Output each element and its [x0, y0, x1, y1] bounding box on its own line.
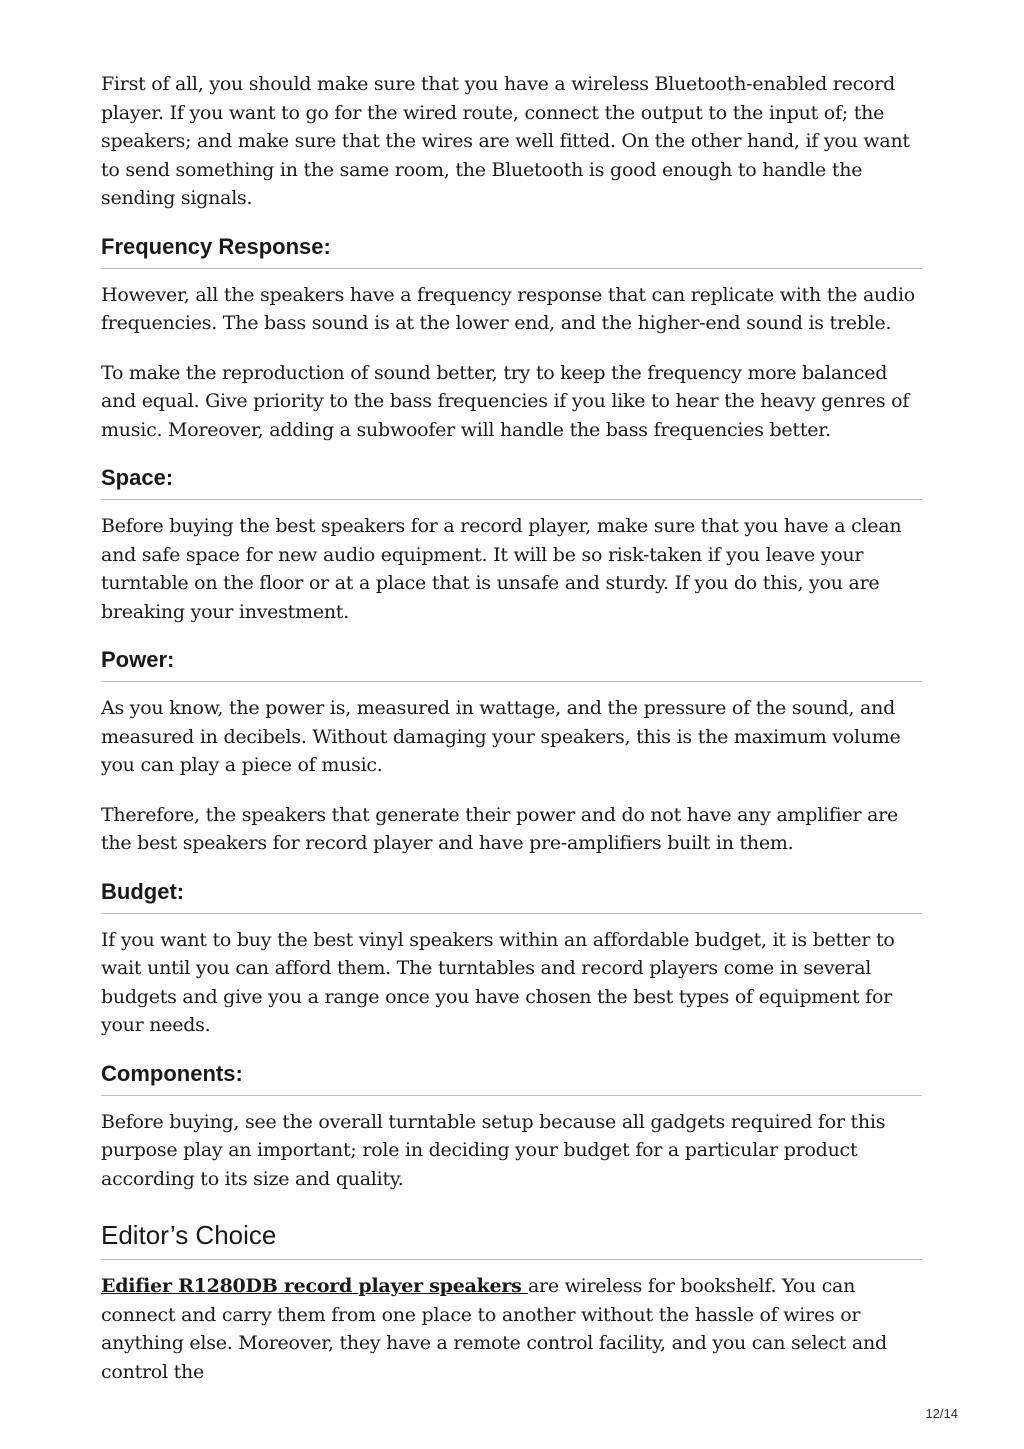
heading-space: Space:: [101, 465, 922, 500]
editors-choice-paragraph: [101, 1272, 922, 1386]
frequency-paragraph-1: However, all the speakers have a frequency response that can replicate with the audio frequencies. The bass sound is at the lower end, and the higher-end sound is treble.: [101, 283, 915, 334]
section-power: [101, 647, 922, 858]
heading-budget: Budget:: [101, 879, 922, 914]
heading-editors-choice: Editor’s Choice: [101, 1214, 922, 1260]
frequency-paragraph-2: To make the reproduction of sound better, try to keep the frequency more balanced and equal. Give priority to the bass frequencies if you like to hear the heavy genres of music. Moreover, adding a subwoofer will handle the bass frequencies better.: [101, 361, 910, 441]
document-page: [101, 70, 922, 1407]
heading-components: Components:: [101, 1061, 922, 1096]
section-frequency-response: [101, 234, 922, 445]
heading-frequency-response: Frequency Response:: [101, 234, 922, 269]
space-paragraph-1: Before buying the best speakers for a record player, make sure that you have a clean and safe space for new audio equipment. It will be so risk-taken if you leave your turntable on the floor or at a place that is unsafe and sturdy. If you do this, you are breaking your investment.: [101, 515, 902, 623]
section-budget: [101, 879, 922, 1040]
budget-paragraph-1: If you want to buy the best vinyl speakers within an affordable budget, it is better to wait until you can afford them. The turntables and record players come in several budgets and give you a range once you have chosen the best types of equipment for your needs.: [101, 928, 895, 1036]
components-paragraph-1: Before buying, see the overall turntable setup because all gadgets required for this purpose play an important; role in deciding your budget for a particular product according to its size and quality.: [101, 1110, 886, 1190]
page-number: 12/14: [925, 1406, 958, 1421]
editors-choice-text: are wireless for bookshelf. You can connect and carry them from one place to another without the hassle of wires or anything else. Moreover, they have a remote control facility, and you can select and control the: [101, 1275, 887, 1383]
section-editors-choice: [101, 1214, 922, 1386]
section-space: [101, 465, 922, 626]
heading-power: Power:: [101, 647, 922, 682]
power-paragraph-1: As you know, the power is, measured in wattage, and the pressure of the sound, and measured in decibels. Without damaging your speakers, this is the maximum volume you can play a piece of music.: [101, 697, 901, 776]
section-components: [101, 1061, 922, 1194]
intro-paragraph: First of all, you should make sure that you have a wireless Bluetooth-enabled record player. If you want to go for the wired route, connect the output to the input of; the speakers; and make sure that the wires are well fitted. On the other hand, if you want to send something in the same room, the Bluetooth is good enough to handle the sending signals.: [101, 73, 910, 209]
edifier-product-link[interactable]: Edifier R1280DB record player speakers: [101, 1275, 528, 1297]
power-paragraph-2: Therefore, the speakers that generate their power and do not have any amplifier are the best speakers for record player and have pre-amplifiers built in them.: [101, 803, 898, 854]
